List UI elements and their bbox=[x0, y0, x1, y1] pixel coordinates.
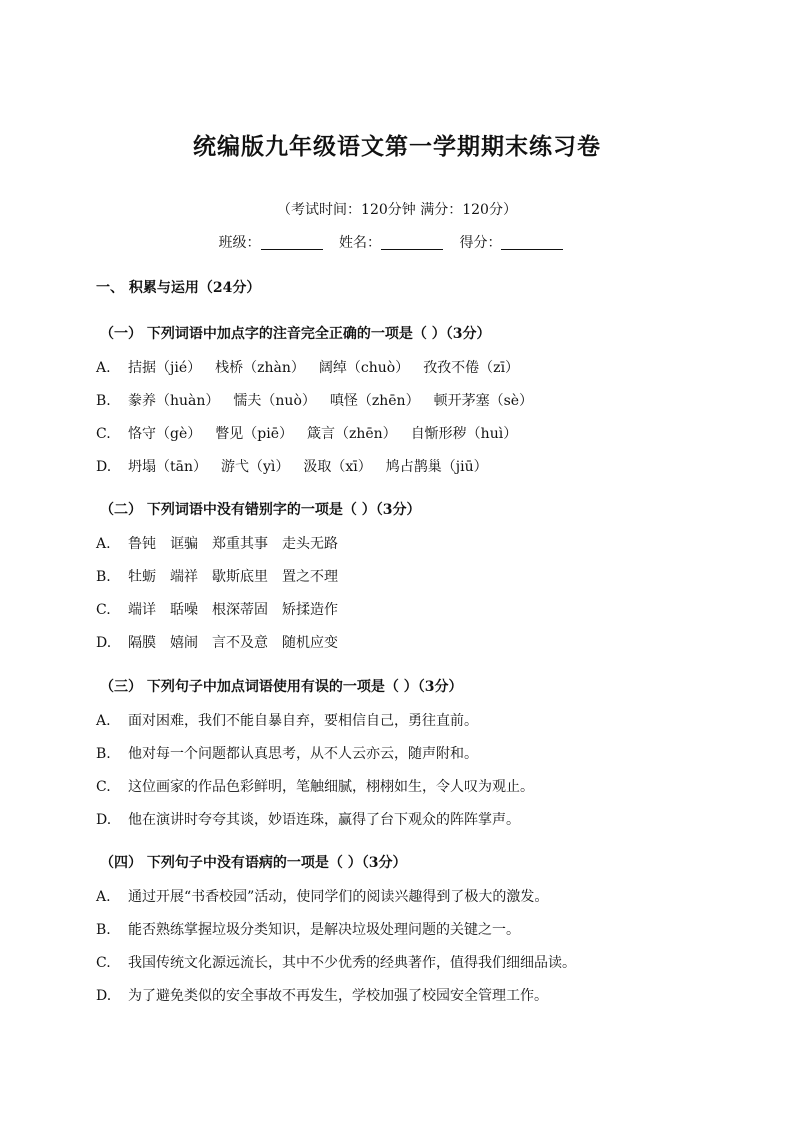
option-text: 嬉闹 bbox=[170, 635, 198, 651]
option-letter: B. bbox=[96, 746, 111, 762]
option-letter: D. bbox=[96, 812, 112, 828]
option-row bbox=[96, 809, 534, 829]
option-text: 走头无路 bbox=[282, 536, 338, 552]
option-text: 懦夫（nuò） bbox=[233, 393, 316, 409]
score-blank bbox=[501, 235, 563, 250]
option-row bbox=[96, 919, 534, 939]
option-text: 他在演讲时夸夸其谈，妙语连珠，赢得了台下观众的阵阵掌声。 bbox=[128, 812, 520, 828]
option-row bbox=[96, 985, 562, 1005]
question-heading: （二） 下列词语中没有错别字的一项是（ ）（3分） bbox=[100, 502, 421, 518]
option-text: 瞥见（piē） bbox=[215, 426, 293, 442]
option-text: 顿开茅塞（sè） bbox=[433, 393, 534, 409]
option-text: 嗔怪（zhēn） bbox=[329, 393, 420, 409]
option-letter: B. bbox=[96, 393, 111, 409]
option-text: 随机应变 bbox=[282, 635, 338, 651]
option-text: 聒噪 bbox=[170, 602, 198, 618]
option-letter: C. bbox=[96, 602, 111, 618]
question-heading: （一） 下列词语中加点字的注音完全正确的一项是（ ）（3分） bbox=[100, 326, 491, 342]
question-heading: （四） 下列句子中没有语病的一项是（ ）（3分） bbox=[100, 855, 407, 871]
option-row bbox=[96, 566, 352, 586]
option-letter: A. bbox=[96, 889, 111, 905]
option-letter: C. bbox=[96, 779, 111, 795]
option-text: 自惭形秽（huì） bbox=[410, 426, 518, 442]
option-text: 孜孜不倦（zī） bbox=[423, 360, 520, 376]
option-letter: D. bbox=[96, 459, 112, 475]
option-letter: A. bbox=[96, 713, 111, 729]
exam-info: （考试时间：120分钟 满分：120分） bbox=[277, 202, 517, 218]
option-row bbox=[96, 710, 492, 730]
option-letter: A. bbox=[96, 536, 111, 552]
option-text: 恪守（gè） bbox=[128, 426, 202, 442]
option-text: 郑重其事 bbox=[212, 536, 268, 552]
option-text: 他对每一个问题都认真思考，从不人云亦云，随声附和。 bbox=[128, 746, 478, 762]
option-letter: B. bbox=[96, 569, 111, 585]
option-text: 歇斯底里 bbox=[212, 569, 268, 585]
option-text: 置之不理 bbox=[282, 569, 338, 585]
option-text: 坍塌（tān） bbox=[128, 459, 207, 475]
option-text: 矫揉造作 bbox=[282, 602, 338, 618]
option-text: 诓骗 bbox=[170, 536, 198, 552]
option-row bbox=[96, 599, 352, 619]
option-row bbox=[96, 886, 562, 906]
option-text: 言不及意 bbox=[212, 635, 268, 651]
option-letter: C. bbox=[96, 955, 111, 971]
option-text: 鲁钝 bbox=[128, 536, 156, 552]
option-row bbox=[96, 632, 352, 652]
class-blank bbox=[261, 235, 323, 250]
option-text: 根深蒂固 bbox=[212, 602, 268, 618]
score-label: 得分： bbox=[459, 235, 502, 251]
name-label: 姓名： bbox=[339, 235, 381, 251]
option-text: 端详 bbox=[128, 602, 156, 618]
option-row bbox=[96, 423, 531, 443]
option-text: 阔绰（chuò） bbox=[318, 360, 410, 376]
option-text: 拮据（jié） bbox=[128, 360, 202, 376]
option-text: 为了避免类似的安全事故不再发生，学校加强了校园安全管理工作。 bbox=[128, 988, 548, 1004]
option-text: 通过开展“书香校园”活动，使同学们的阅读兴趣得到了极大的激发。 bbox=[128, 889, 549, 905]
option-text: 汲取（xī） bbox=[303, 459, 372, 475]
student-fields bbox=[0, 232, 794, 252]
option-row bbox=[96, 390, 547, 410]
option-text: 这位画家的作品色彩鲜明，笔触细腻，栩栩如生，令人叹为观止。 bbox=[128, 779, 534, 795]
option-row bbox=[96, 743, 492, 763]
option-text: 能否熟练掌握垃圾分类知识，是解决垃圾处理问题的关键之一。 bbox=[128, 922, 520, 938]
option-text: 我国传统文化源远流长，其中不少优秀的经典著作，值得我们细细品读。 bbox=[128, 955, 576, 971]
question-heading: （三） 下列句子中加点词语使用有误的一项是（ ）（3分） bbox=[100, 679, 463, 695]
option-text: 栈桥（zhàn） bbox=[215, 360, 305, 376]
option-letter: D. bbox=[96, 988, 112, 1004]
option-text: 鸠占鹊巢（jiū） bbox=[385, 459, 488, 475]
option-text: 面对困难，我们不能自暴自弃，要相信自己，勇往直前。 bbox=[128, 713, 478, 729]
option-text: 游弋（yì） bbox=[221, 459, 290, 475]
option-letter: D. bbox=[96, 635, 112, 651]
name-blank bbox=[381, 235, 443, 250]
option-text: 牡蛎 bbox=[128, 569, 156, 585]
option-text: 端祥 bbox=[170, 569, 198, 585]
option-letter: A. bbox=[96, 360, 111, 376]
option-row bbox=[96, 357, 533, 377]
option-text: 隔膜 bbox=[128, 635, 156, 651]
option-text: 豢养（huàn） bbox=[128, 393, 220, 409]
section-heading: 一、 积累与运用（24分） bbox=[96, 280, 261, 296]
option-letter: B. bbox=[96, 922, 111, 938]
option-row bbox=[96, 456, 502, 476]
option-letter: C. bbox=[96, 426, 111, 442]
class-label: 班级： bbox=[218, 235, 261, 251]
option-row bbox=[96, 952, 590, 972]
page-title: 统编版九年级语文第一学期期末练习卷 bbox=[193, 133, 601, 160]
option-text: 箴言（zhēn） bbox=[306, 426, 397, 442]
option-row bbox=[96, 533, 352, 553]
option-row bbox=[96, 776, 548, 796]
